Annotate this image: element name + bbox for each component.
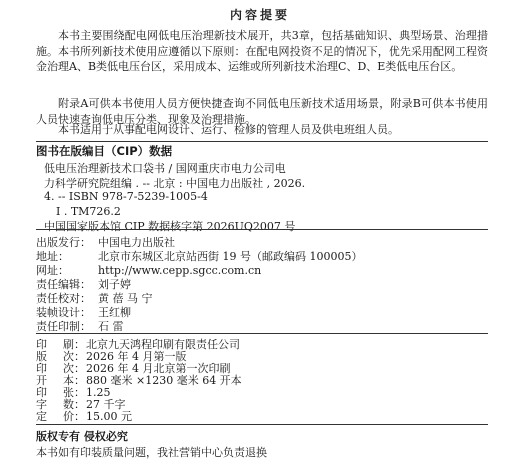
cip-line: 低电压治理新技术口袋书 / 国网重庆市电力公司电 — [44, 162, 286, 175]
meta-label: 责任校对： — [36, 292, 91, 305]
print-label: 开本 — [36, 374, 74, 387]
meta-row-publisher — [36, 234, 175, 248]
meta-label: 出版发行： — [36, 236, 91, 249]
meta-value: 黄 蓓 马 宁 — [98, 292, 153, 305]
summary-title: 内容提要 — [229, 8, 290, 22]
print-value: 2026 年 4 月第一版 — [86, 350, 187, 363]
meta-row-address — [36, 248, 362, 262]
print-label: 字数 — [36, 398, 74, 411]
cip-line: Ⅰ . TM726.2 — [56, 205, 121, 218]
print-row: 印刷：北京九天鸿程印刷有限责任公司 — [36, 338, 240, 351]
meta-row-designer — [36, 304, 131, 318]
cip-line: 力科学研究院组编 . -- 北京 : 中国电力出版社 , 2026. — [44, 177, 306, 190]
cip-heading: 图书在版编目（CIP）数据 — [36, 144, 173, 158]
print-row: 字数：27 千字 — [36, 398, 126, 411]
meta-label: 责任印制： — [36, 320, 91, 333]
meta-label: 装帧设计： — [36, 306, 91, 319]
website-link[interactable]: http://www.cepp.sgcc.com.cn — [98, 264, 262, 277]
summary-paragraph-3: 本书适用于从事配电网设计、运行、检修的管理人员及供电班组人员。 — [58, 123, 399, 136]
print-row: 印张：1.25 — [36, 386, 111, 399]
print-value: 27 千字 — [86, 398, 126, 411]
print-label: 定价 — [36, 410, 74, 423]
print-value: 北京九天鸿程印刷有限责任公司 — [86, 338, 240, 351]
rights-title: 版权专有 侵权必究 — [36, 430, 128, 443]
meta-value: 刘子婷 — [98, 278, 131, 291]
print-row: 定价：15.00 元 — [36, 410, 132, 423]
print-value: 2026 年 4 月北京第一次印刷 — [86, 362, 231, 375]
meta-label: 责任编辑： — [36, 278, 91, 291]
cip-line: 4. -- ISBN 978-7-5239-1005-4 — [44, 190, 208, 203]
divider — [36, 229, 488, 230]
meta-value: 北京市东城区北京站西街 19 号（邮政编码 100005） — [98, 250, 363, 263]
print-label: 版次 — [36, 350, 74, 363]
meta-row-website — [36, 262, 261, 276]
meta-label: 地址： — [36, 250, 69, 263]
meta-value: 石 雷 — [98, 320, 124, 333]
print-row: 开本：880 毫米 ×1230 毫米 64 开本 — [36, 374, 242, 387]
divider — [36, 141, 488, 142]
cip-number: 中国国家版本馆 CIP 数据核字第 2026UQ2007 号 — [44, 220, 296, 233]
print-value: 880 毫米 ×1230 毫米 64 开本 — [86, 374, 242, 387]
print-row: 版次：2026 年 4 月第一版 — [36, 350, 187, 363]
print-row: 印次：2026 年 4 月北京第一次印刷 — [36, 362, 231, 375]
meta-row-editor — [36, 276, 131, 290]
meta-row-printing-manager — [36, 318, 124, 332]
meta-value: 王红柳 — [98, 306, 131, 319]
meta-value: 中国电力出版社 — [98, 236, 175, 249]
divider — [36, 424, 488, 425]
summary-paragraph-2: 附录A可供本书使用人员方便快捷查询不同低电压新技术适用场景，附录B可供本书使用人员快速查询低电压分类、现象及治理措施。 — [36, 97, 488, 126]
print-value: 15.00 元 — [86, 410, 132, 423]
divider — [36, 333, 488, 334]
meta-label: 网址： — [36, 264, 69, 277]
print-label: 印次 — [36, 362, 74, 375]
rights-note: 本书如有印装质量问题，我社营销中心负责退换 — [36, 446, 267, 459]
print-label: 印刷 — [36, 338, 74, 351]
print-label: 印张 — [36, 386, 74, 399]
print-value: 1.25 — [86, 386, 111, 399]
meta-row-proofreader — [36, 290, 153, 304]
summary-paragraph-1: 本书主要围绕配电网低电压治理新技术展开，共3章，包括基础知识、典型场景、治理措施。本书所列新技术使用应遵循以下原则：在配电网投资不足的情况下，优先采用配网工程资金治理A、B类低电压台区，采用成本、运维或所列新技术治理C、D、E类低电压台区。 — [36, 29, 488, 73]
